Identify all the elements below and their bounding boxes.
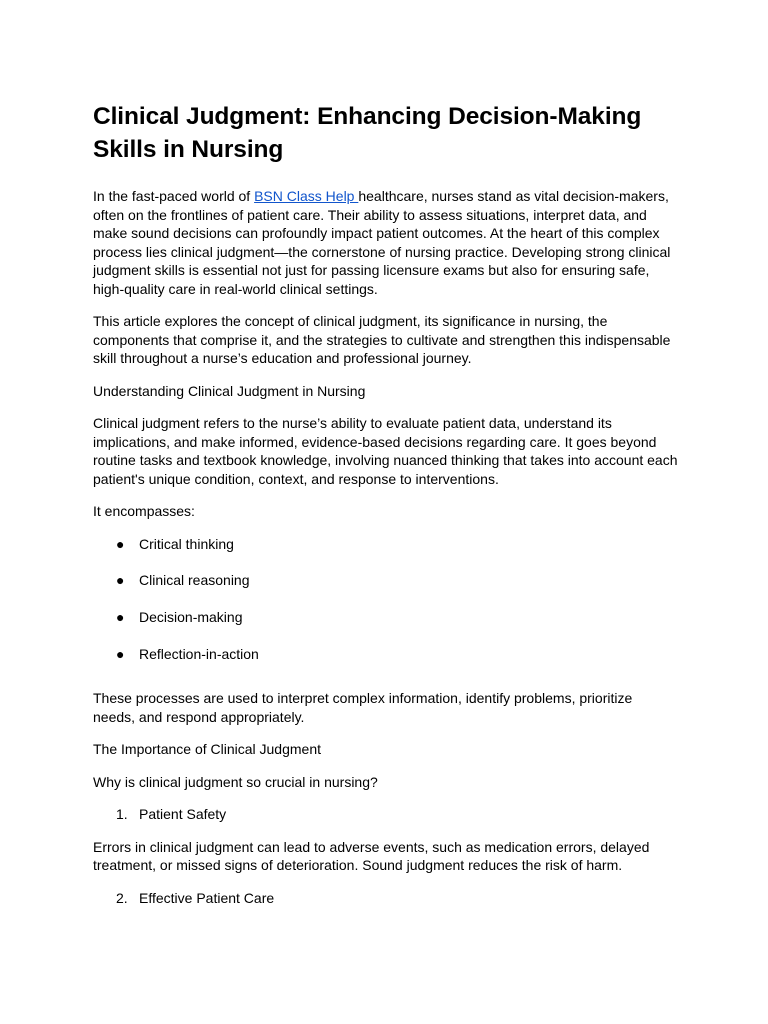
bsn-class-help-link[interactable]: BSN Class Help xyxy=(254,188,359,204)
list-item-label: Reflection-in-action xyxy=(139,645,259,662)
paragraph-encompasses: It encompasses: xyxy=(93,503,195,519)
page-title: Clinical Judgment: Enhancing Decision-Making Skills in Nursing xyxy=(93,103,642,163)
paragraph-why: Why is clinical judgment so crucial in nursing? xyxy=(93,773,378,790)
numbered-item xyxy=(93,889,675,908)
list-item-label: Clinical reasoning xyxy=(139,572,250,589)
intro-text-after-link: healthcare, nurses stand as vital decision-makers, often on the frontlines of patient care. Their ability to assess situations, interpret data, and make sound decisions can profoundly impact patient outcomes. At the heart of this complex process lies clinical judgment—the cornerstone of nursing practice. Developing strong clinical judgment skills is essential not just for passing licensure exams but also for ensuring safe, high-quality care in real-world clinical settings. xyxy=(93,188,671,297)
bullet-list xyxy=(93,535,675,664)
item-number: 1. xyxy=(116,806,128,823)
bullet-icon: ● xyxy=(116,535,125,552)
paragraph-definition: Clinical judgment refers to the nurse’s ability to evaluate patient data, understand its implications, and make informed, evidence-based decisions regarding care. It goes beyond routine tasks and textbook knowledge, involving nuanced thinking that takes into account each patient's unique condition, context, and response to interventions. xyxy=(93,415,678,487)
list-item-label: Critical thinking xyxy=(139,535,234,552)
bullet-icon: ● xyxy=(116,608,125,625)
intro-paragraph xyxy=(93,187,678,298)
numbered-item-label: Effective Patient Care xyxy=(139,889,275,906)
list-item xyxy=(93,608,675,627)
list-item xyxy=(93,535,675,554)
spacer xyxy=(93,681,675,689)
section-heading-understanding: Understanding Clinical Judgment in Nursing xyxy=(93,382,366,399)
bullet-icon: ● xyxy=(116,645,125,662)
list-item xyxy=(93,571,675,590)
list-item-label: Decision-making xyxy=(139,608,243,625)
intro-text-before-link: In the fast-paced world of xyxy=(93,188,255,204)
section-heading-importance: The Importance of Clinical Judgment xyxy=(93,741,321,758)
paragraph-overview: This article explores the concept of clinical judgment, its significance in nursing, the components that comprise it, and the strategies to cultivate and strengthen this indispensable skill throughout a nurse’s education and professional journey. xyxy=(93,313,671,366)
list-item xyxy=(93,645,675,664)
paragraph-errors: Errors in clinical judgment can lead to adverse events, such as medication errors, delayed treatment, or missed signs of deterioration. Sound judgment reduces the risk of harm. xyxy=(93,838,650,874)
numbered-item xyxy=(93,805,675,824)
numbered-item-label: Patient Safety xyxy=(139,806,227,823)
bullet-icon: ● xyxy=(116,572,125,589)
item-number: 2. xyxy=(116,889,128,906)
paragraph-processes: These processes are used to interpret complex information, identify problems, prioritize needs, and respond appropriately. xyxy=(93,690,633,725)
